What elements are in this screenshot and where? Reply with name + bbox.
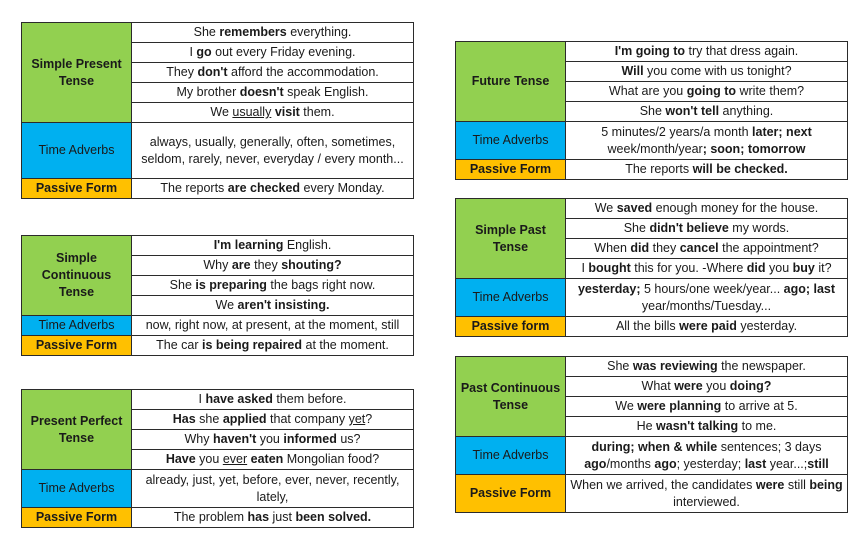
passive-form-example: The problem has just been solved. <box>132 508 414 528</box>
future-table <box>455 41 848 180</box>
time-adverbs-list: 5 minutes/2 years/a month later; next week/month/year; soon; tomorrow <box>566 122 848 160</box>
example-sentence: She was reviewing the newspaper. <box>566 357 848 377</box>
passive-form-label: Passive Form <box>456 475 566 513</box>
tense-label: Present Perfect Tense <box>22 390 132 470</box>
tense-label: Simple Continuous Tense <box>22 236 132 316</box>
example-sentence: Why haven't you informed us? <box>132 430 414 450</box>
example-sentence: Why are they shouting? <box>132 256 414 276</box>
example-sentence: I go out every Friday evening. <box>132 43 414 63</box>
time-adverbs-list: already, just, yet, before, ever, never, recently, lately, <box>132 470 414 508</box>
example-sentence: My brother doesn't speak English. <box>132 83 414 103</box>
passive-form-label: Passive Form <box>456 160 566 180</box>
passive-form-example: When we arrived, the candidates were still being interviewed. <box>566 475 848 513</box>
present-perfect-table <box>21 389 414 528</box>
time-adverbs-label: Time Adverbs <box>456 122 566 160</box>
example-sentence: I bought this for you. -Where did you buy it? <box>566 259 848 279</box>
simple-present-table <box>21 22 414 199</box>
passive-form-example: All the bills were paid yesterday. <box>566 317 848 337</box>
example-sentence: Have you ever eaten Mongolian food? <box>132 450 414 470</box>
example-sentence: She is preparing the bags right now. <box>132 276 414 296</box>
passive-form-label: Passive form <box>456 317 566 337</box>
example-sentence: Will you come with us tonight? <box>566 62 848 82</box>
example-sentence: We aren't insisting. <box>132 296 414 316</box>
passive-form-example: The reports will be checked. <box>566 160 848 180</box>
example-sentence: I have asked them before. <box>132 390 414 410</box>
passive-form-label: Passive Form <box>22 179 132 199</box>
tense-label: Future Tense <box>456 42 566 122</box>
past-continuous-table <box>455 356 848 513</box>
example-sentence: We usually visit them. <box>132 103 414 123</box>
time-adverbs-list: during; when & while sentences; 3 days ago/months ago; yesterday; last year...;still <box>566 437 848 475</box>
example-sentence: Has she applied that company yet? <box>132 410 414 430</box>
tense-label: Past Continuous Tense <box>456 357 566 437</box>
example-sentence: We saved enough money for the house. <box>566 199 848 219</box>
time-adverbs-list: always, usually, generally, often, sometimes, seldom, rarely, never, everyday / every month... <box>132 123 414 179</box>
tense-label: Simple Present Tense <box>22 23 132 123</box>
example-sentence: They don't afford the accommodation. <box>132 63 414 83</box>
example-sentence: What were you doing? <box>566 377 848 397</box>
example-sentence: We were planning to arrive at 5. <box>566 397 848 417</box>
example-sentence: She won't tell anything. <box>566 102 848 122</box>
passive-form-example: The car is being repaired at the moment. <box>132 336 414 356</box>
time-adverbs-list: now, right now, at present, at the moment, still <box>132 316 414 336</box>
example-sentence: She didn't believe my words. <box>566 219 848 239</box>
example-sentence: He wasn't talking to me. <box>566 417 848 437</box>
time-adverbs-label: Time Adverbs <box>22 316 132 336</box>
time-adverbs-label: Time Adverbs <box>456 437 566 475</box>
tense-label: Simple Past Tense <box>456 199 566 279</box>
example-sentence: When did they cancel the appointment? <box>566 239 848 259</box>
example-sentence: I'm going to try that dress again. <box>566 42 848 62</box>
time-adverbs-label: Time Adverbs <box>22 470 132 508</box>
example-sentence: What are you going to write them? <box>566 82 848 102</box>
example-sentence: She remembers everything. <box>132 23 414 43</box>
simple-continuous-table <box>21 235 414 356</box>
time-adverbs-label: Time Adverbs <box>456 279 566 317</box>
passive-form-example: The reports are checked every Monday. <box>132 179 414 199</box>
simple-past-table <box>455 198 848 337</box>
example-sentence: I'm learning English. <box>132 236 414 256</box>
time-adverbs-list: yesterday; 5 hours/one week/year... ago; last year/months/Tuesday... <box>566 279 848 317</box>
passive-form-label: Passive Form <box>22 336 132 356</box>
time-adverbs-label: Time Adverbs <box>22 123 132 179</box>
passive-form-label: Passive Form <box>22 508 132 528</box>
